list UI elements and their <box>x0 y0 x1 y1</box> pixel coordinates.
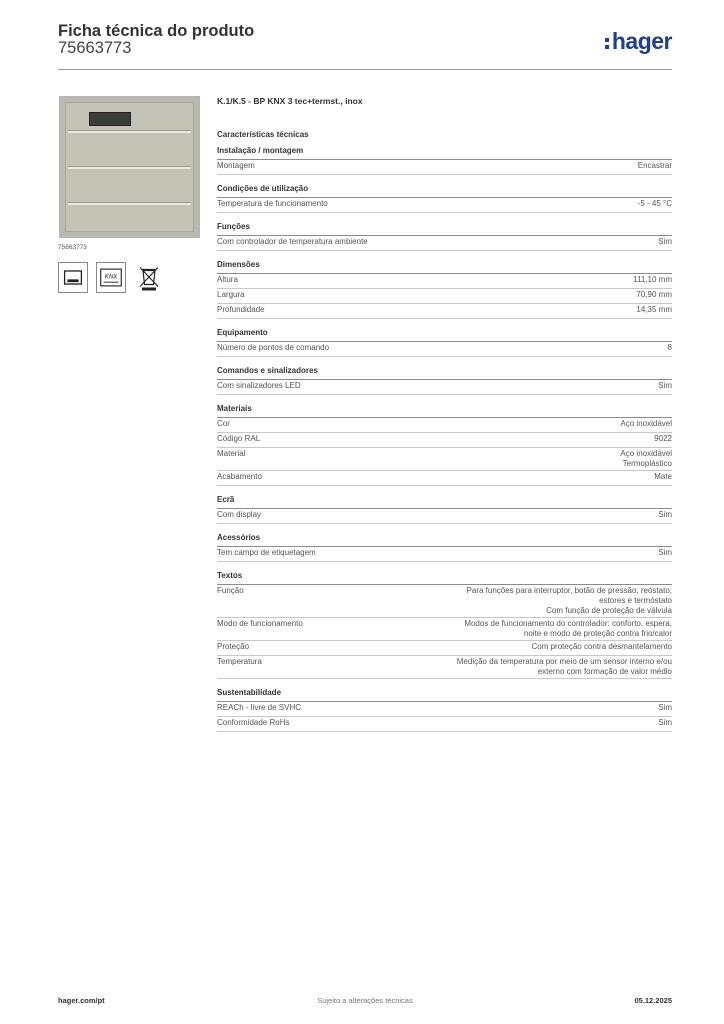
section-title: Materiais <box>217 404 672 418</box>
installation-box-icon <box>58 262 88 293</box>
spec-row <box>217 433 672 448</box>
spec-value: Mate <box>654 472 672 481</box>
spec-value: Sim <box>658 381 672 390</box>
spec-row <box>217 380 672 395</box>
section-title: Ecrã <box>217 495 672 509</box>
spec-value: Para funções para interruptor, botão de pressão, reóstato, estores e termóstato Com função de proteção de válvula <box>466 586 672 615</box>
spec-label: Modo de funcionamento <box>217 619 303 628</box>
spec-value: Modos de funcionamento do controlador: conforto, espera, noite e modo de proteção contra frio/calor <box>464 619 672 638</box>
spec-label: Altura <box>217 275 238 284</box>
spec-label: Acabamento <box>217 472 262 481</box>
spec-section <box>217 404 672 486</box>
knx-icon <box>96 262 126 293</box>
spec-row <box>217 418 672 433</box>
spec-value: Sim <box>658 237 672 246</box>
section-title: Dimensões <box>217 260 672 274</box>
section-title: Equipamento <box>217 328 672 342</box>
spec-sections <box>217 146 672 732</box>
spec-label: Número de pontos de comando <box>217 343 330 352</box>
button-divider <box>68 166 191 169</box>
spec-value: -5 - 45 °C <box>637 199 672 208</box>
spec-label: Função <box>217 586 244 595</box>
spec-row <box>217 160 672 175</box>
spec-row <box>217 509 672 524</box>
spec-section <box>217 328 672 357</box>
product-image <box>59 96 200 238</box>
spec-label: Largura <box>217 290 245 299</box>
spec-value: 8 <box>667 343 672 352</box>
spec-section <box>217 571 672 679</box>
spec-value: Sim <box>658 718 672 727</box>
spec-value: Aço inoxidável <box>620 419 672 428</box>
spec-row <box>217 702 672 717</box>
logo-dots <box>605 35 610 49</box>
spec-row <box>217 717 672 732</box>
section-title: Acessórios <box>217 533 672 547</box>
product-name: K.1/K.5 - BP KNX 3 tec+termst., inox <box>217 96 363 106</box>
product-code: 75663773 <box>58 39 132 57</box>
spec-value: 111,10 mm <box>633 275 672 284</box>
logo-text: hager <box>611 28 672 54</box>
spec-label: REACh - livre de SVHC <box>217 703 302 712</box>
spec-label: Proteção <box>217 642 250 651</box>
spec-row <box>217 236 672 251</box>
spec-row <box>217 641 672 656</box>
section-title: Instalação / montagem <box>217 146 672 160</box>
certification-icons <box>58 262 168 294</box>
footer-website: hager.com/pt <box>58 996 105 1005</box>
spec-section <box>217 184 672 213</box>
spec-content <box>217 96 672 732</box>
spec-label: Profundidade <box>217 305 265 314</box>
section-title: Funções <box>217 222 672 236</box>
spec-row <box>217 585 672 618</box>
spec-label: Temperatura <box>217 657 262 666</box>
spec-value: Aço inoxidável Termoplástico <box>620 449 672 468</box>
spec-label: Conformidade RoHs <box>217 718 290 727</box>
spec-label: Com display <box>217 510 262 519</box>
spec-value: Com proteção contra desmantelamento <box>531 642 672 651</box>
spec-label: Com controlador de temperatura ambiente <box>217 237 368 246</box>
product-display <box>89 112 131 126</box>
spec-value: Sim <box>658 703 672 712</box>
spec-label: Com sinalizadores LED <box>217 381 301 390</box>
weee-bin-icon <box>134 262 164 293</box>
spec-section <box>217 688 672 732</box>
section-title: Textos <box>217 571 672 585</box>
product-faceplate <box>65 102 194 232</box>
spec-label: Temperatura de funcionamento <box>217 199 328 208</box>
spec-label: Material <box>217 449 246 458</box>
spec-row <box>217 289 672 304</box>
spec-section <box>217 222 672 251</box>
spec-row <box>217 342 672 357</box>
spec-section <box>217 366 672 395</box>
spec-row <box>217 448 672 471</box>
page-title: Ficha técnica do produto <box>58 22 255 40</box>
spec-section <box>217 495 672 524</box>
spec-value: Sim <box>658 548 672 557</box>
spec-value: 9022 <box>654 434 672 443</box>
spec-subheading: Características técnicas <box>217 130 309 139</box>
footer-disclaimer: Sujeito a alterações técnicas <box>317 996 413 1005</box>
spec-label: Tem campo de etiquetagem <box>217 548 316 557</box>
spec-section <box>217 146 672 175</box>
spec-label: Cor <box>217 419 230 428</box>
section-title: Comandos e sinalizadores <box>217 366 672 380</box>
spec-row <box>217 274 672 289</box>
footer-date: 05.12.2025 <box>634 996 672 1005</box>
spec-value: 70,90 mm <box>636 290 672 299</box>
page-header <box>58 20 672 70</box>
spec-label: Montagem <box>217 161 255 170</box>
section-title: Condições de utilização <box>217 184 672 198</box>
svg-text:KNX: KNX <box>104 274 118 281</box>
hager-logo <box>605 28 672 55</box>
spec-section <box>217 260 672 319</box>
button-divider <box>68 130 191 133</box>
spec-section <box>217 533 672 562</box>
spec-value: Sim <box>658 510 672 519</box>
spec-row <box>217 198 672 213</box>
section-title: Sustentabilidade <box>217 688 672 702</box>
spec-row <box>217 471 672 486</box>
spec-row <box>217 656 672 679</box>
spec-row <box>217 304 672 319</box>
spec-label: Código RAL <box>217 434 261 443</box>
button-divider <box>68 202 191 205</box>
spec-row <box>217 547 672 562</box>
image-caption: 75663773 <box>58 244 87 251</box>
page-footer <box>58 996 672 1010</box>
spec-value: Encastrar <box>637 161 672 170</box>
spec-row <box>217 618 672 641</box>
spec-value: 14,35 mm <box>636 305 672 314</box>
spec-value: Medição da temperatura por meio de um sensor interno e/ou externo com formação de valor médio <box>456 657 672 676</box>
